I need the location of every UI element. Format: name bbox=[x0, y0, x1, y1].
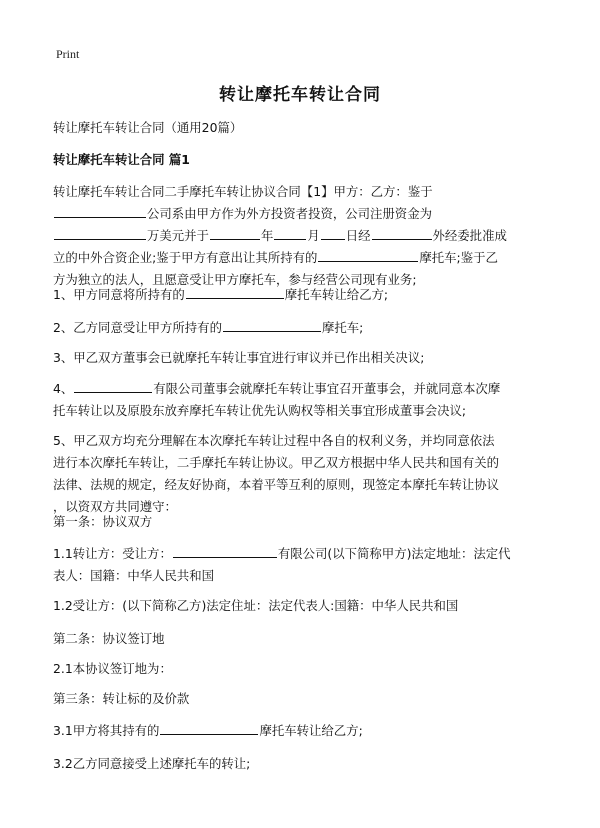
item-2: 2、乙方同意受让甲方所持有的 摩托车; bbox=[53, 320, 364, 335]
intro-line-1: 转让摩托车转让合同二手摩托车转让协议合同【1】甲方：乙方：鉴于 bbox=[53, 184, 433, 199]
intro-line-4: 立的中外合资企业;鉴于甲方有意出让其所持有的 摩托车;鉴于乙 bbox=[53, 250, 498, 265]
document-subtitle: 转让摩托车转让合同（通用20篇） bbox=[53, 120, 243, 135]
article-1-heading: 第一条：协议双方 bbox=[53, 514, 153, 529]
clause-3-2: 3.2乙方同意接受上述摩托车的转让; bbox=[53, 756, 251, 771]
article-2-heading: 第二条：协议签订地 bbox=[53, 631, 165, 646]
fill-blank bbox=[223, 318, 321, 332]
item-5: 5、甲乙双方均充分理解在本次摩托车转让过程中各自的权利义务，并均同意依法 进行本次摩托车转让，二手摩托车转让协议。甲乙双方根据中华人民共和国有关的 法律、法规的规定，经友好协商，本着平等互利的原则，现签定本摩托车转让协议 ，以资双方共同遵守： bbox=[53, 433, 500, 514]
item-1: 1、甲方同意将所持有的 摩托车转让给乙方; bbox=[53, 287, 389, 302]
intro-line-2: 公司系由甲方作为外方投资者投资，公司注册资金为 bbox=[53, 203, 553, 225]
fill-blank bbox=[186, 285, 284, 299]
document-title: 转让摩托车转让合同 bbox=[219, 85, 381, 105]
clause-2-1: 2.1本协议签订地为： bbox=[53, 661, 172, 676]
fill-blank bbox=[274, 226, 306, 240]
fill-blank bbox=[74, 379, 152, 393]
item-3: 3、甲乙双方董事会已就摩托车转让事宜进行审议并已作出相关决议; bbox=[53, 350, 425, 365]
fill-blank bbox=[173, 544, 277, 558]
fill-blank bbox=[210, 226, 260, 240]
fill-blank bbox=[54, 204, 146, 218]
fill-blank bbox=[372, 226, 432, 240]
intro-paragraph bbox=[53, 181, 553, 291]
print-label: Print bbox=[56, 47, 80, 61]
clause-1-1: 1.1转让方：受让方： 有限公司(以下简称甲方)法定地址：法定代 表人：国籍：中华人民共和国 bbox=[53, 546, 511, 583]
clause-3-1: 3.1甲方将其持有的 摩托车转让给乙方; bbox=[53, 723, 363, 738]
fill-blank bbox=[321, 226, 345, 240]
fill-blank bbox=[318, 248, 418, 262]
intro-line-5: 方为独立的法人，且愿意受让甲方摩托车，参与经营公司现有业务; bbox=[53, 272, 417, 287]
fill-blank bbox=[160, 721, 258, 735]
chapter-heading: 转让摩托车转让合同 篇1 bbox=[53, 152, 190, 167]
article-3-heading: 第三条：转让标的及价款 bbox=[53, 691, 190, 706]
intro-line-3: 万美元并于 年 月 日经 外经委批准成 bbox=[53, 225, 553, 247]
clause-1-2: 1.2受让方：(以下简称乙方)法定住址：法定代表人:国籍：中华人民共和国 bbox=[53, 598, 459, 613]
item-4: 4、 有限公司董事会就摩托车转让事宜召开董事会，并就同意本次摩 托车转让以及原股东放弃摩托车转让优先认购权等相关事宜形成董事会决议; bbox=[53, 381, 501, 418]
fill-blank bbox=[54, 226, 146, 240]
